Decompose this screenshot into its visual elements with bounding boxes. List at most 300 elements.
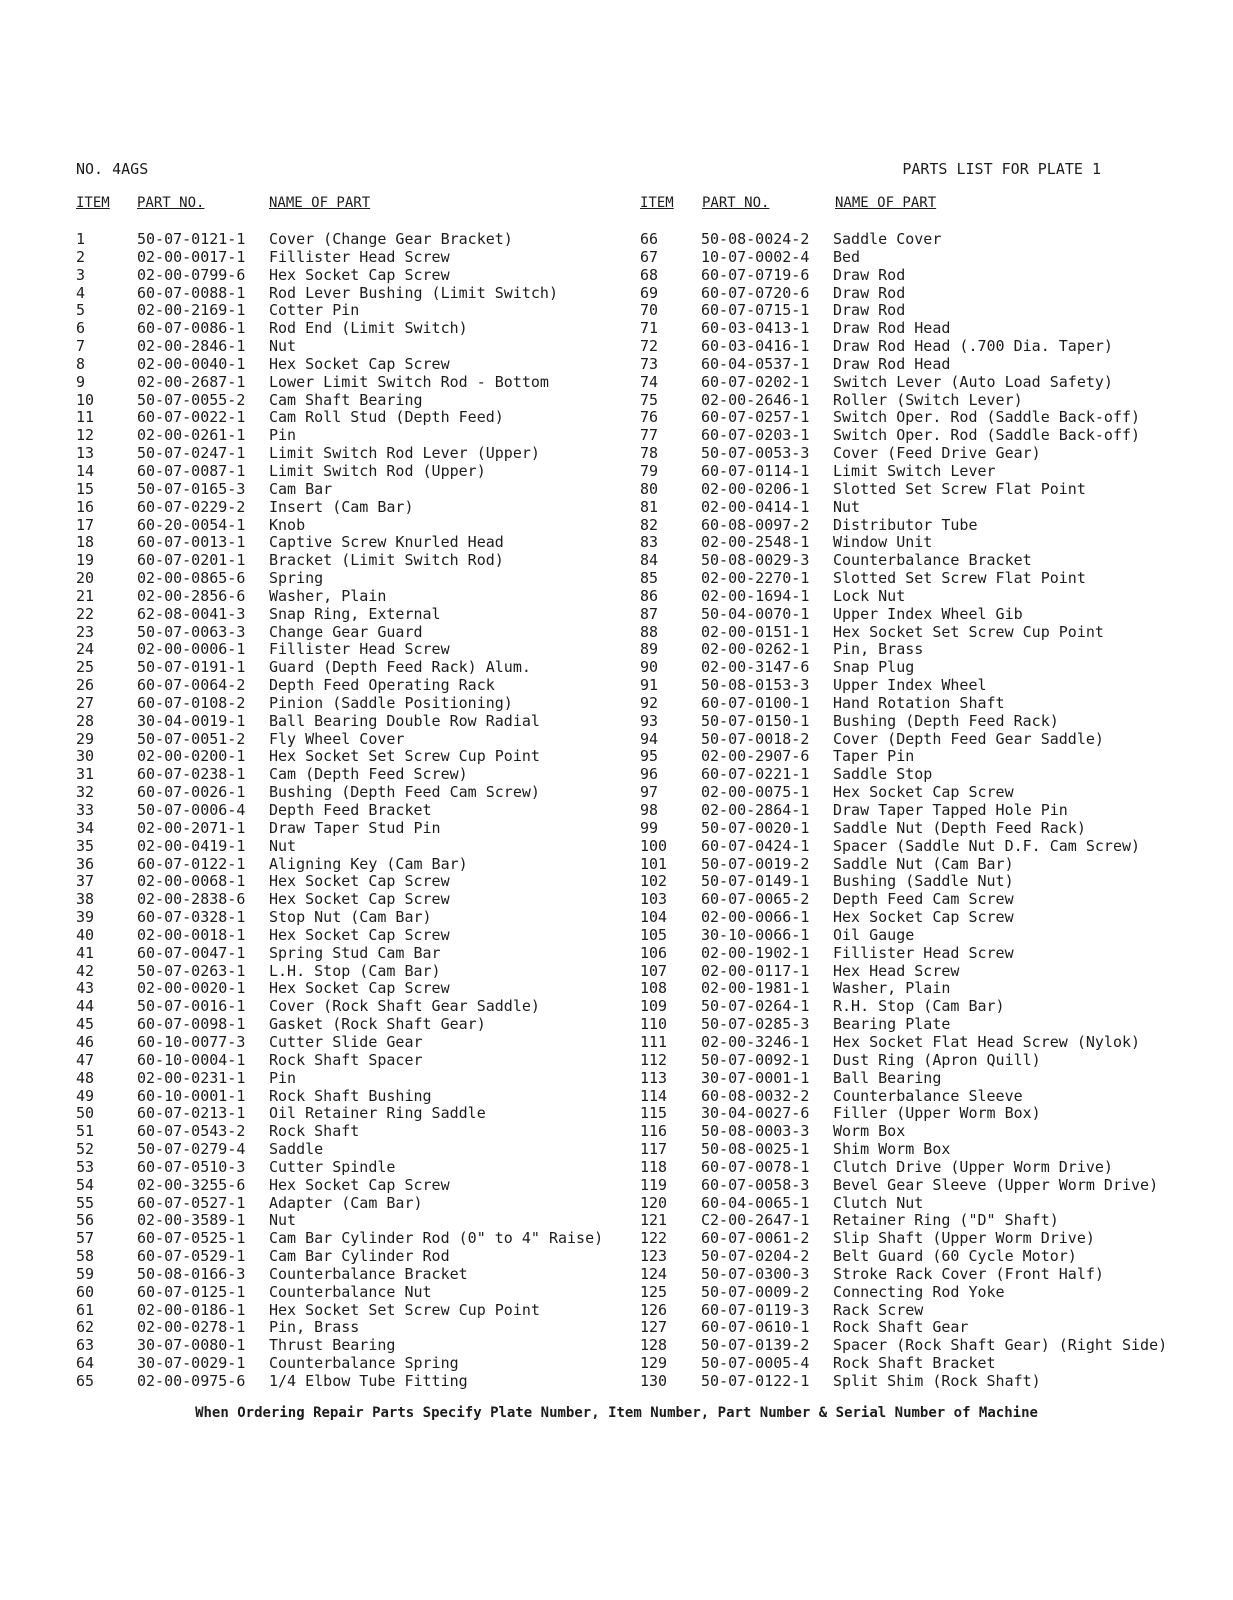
part-number: 02-00-0414-1 <box>701 497 810 516</box>
part-name: Fillister Head Screw <box>269 640 450 659</box>
item-number: 92 <box>640 693 659 712</box>
item-number: 22 <box>76 604 95 623</box>
item-number: 121 <box>640 1211 668 1230</box>
part-name: Hex Socket Cap Screw <box>833 908 1014 927</box>
part-number: 60-07-0098-1 <box>137 1015 246 1034</box>
part-number: 02-00-0975-6 <box>137 1372 246 1390</box>
right-part-heading: PART NO. <box>702 195 770 211</box>
part-number: 02-00-2838-6 <box>137 890 246 909</box>
part-number: 50-07-0018-2 <box>701 729 810 748</box>
part-name: Saddle Nut (Cam Bar) <box>833 854 1014 873</box>
item-number: 3 <box>76 265 86 284</box>
part-number: 50-08-0153-3 <box>701 676 810 695</box>
item-number: 118 <box>640 1157 668 1176</box>
part-number: 60-10-0004-1 <box>137 1050 246 1069</box>
part-name: Washer, Plain <box>269 586 387 605</box>
part-number: 02-00-0419-1 <box>137 836 246 855</box>
item-number: 24 <box>76 640 95 659</box>
item-number: 29 <box>76 729 95 748</box>
item-number: 73 <box>640 354 659 373</box>
item-number: 85 <box>640 569 659 588</box>
item-number: 112 <box>640 1050 668 1069</box>
part-name: Saddle Stop <box>833 765 933 784</box>
item-number: 128 <box>640 1336 668 1355</box>
item-number: 120 <box>640 1193 668 1212</box>
part-number: 02-00-0020-1 <box>137 979 246 998</box>
part-number: 60-20-0054-1 <box>137 515 246 534</box>
item-number: 76 <box>640 408 659 427</box>
part-number: 60-07-0213-1 <box>137 1104 246 1123</box>
part-name: Washer, Plain <box>833 979 951 998</box>
item-number: 45 <box>76 1015 95 1034</box>
item-number: 44 <box>76 997 95 1016</box>
part-number: 60-07-0100-1 <box>701 693 810 712</box>
part-name: Knob <box>269 515 306 534</box>
part-number: 60-07-0202-1 <box>701 372 810 391</box>
item-number: 57 <box>76 1229 95 1248</box>
part-name: Cover (Change Gear Bracket) <box>269 230 513 248</box>
item-number: 16 <box>76 497 95 516</box>
part-number: 02-00-0231-1 <box>137 1068 246 1087</box>
part-number: 60-07-0064-2 <box>137 676 246 695</box>
part-name: Rock Shaft <box>269 1122 360 1141</box>
part-name: Cam Bar <box>269 479 333 498</box>
part-number: 10-07-0002-4 <box>701 247 810 266</box>
part-number: 50-07-0204-2 <box>701 1247 810 1266</box>
part-number: 60-07-0078-1 <box>701 1157 810 1176</box>
part-number: 02-00-2169-1 <box>137 301 246 320</box>
item-number: 103 <box>640 890 668 909</box>
part-number: 62-08-0041-3 <box>137 604 246 623</box>
part-name: Cover (Feed Drive Gear) <box>833 444 1041 463</box>
part-name: Nut <box>269 337 297 356</box>
item-number: 30 <box>76 747 95 766</box>
part-number: 02-00-3147-6 <box>701 658 810 677</box>
part-number: 60-07-0114-1 <box>701 461 810 480</box>
part-number: 50-07-0149-1 <box>701 872 810 891</box>
part-name: Bed <box>833 247 861 266</box>
part-number: 02-00-0799-6 <box>137 265 246 284</box>
part-number: 50-07-0055-2 <box>137 390 246 409</box>
item-number: 124 <box>640 1264 668 1283</box>
item-number: 117 <box>640 1140 668 1159</box>
item-number: 46 <box>76 1032 95 1051</box>
item-number: 119 <box>640 1175 668 1194</box>
part-name: Counterbalance Spring <box>269 1354 459 1373</box>
part-number: 50-08-0024-2 <box>701 230 810 248</box>
part-number: 60-07-0119-3 <box>701 1300 810 1319</box>
part-name: Spacer (Rock Shaft Gear) (Right Side) <box>833 1336 1168 1355</box>
part-name: Clutch Nut <box>833 1193 924 1212</box>
part-name: Lower Limit Switch Rod - Bottom <box>269 372 549 391</box>
part-name: Saddle Cover <box>833 230 942 248</box>
item-number: 8 <box>76 354 86 373</box>
part-name: Hex Socket Cap Screw <box>269 1175 450 1194</box>
part-number: 30-04-0019-1 <box>137 711 246 730</box>
part-number: 60-07-0221-1 <box>701 765 810 784</box>
part-name: Bracket (Limit Switch Rod) <box>269 551 504 570</box>
part-number: 60-07-0510-3 <box>137 1157 246 1176</box>
part-name: Cutter Spindle <box>269 1157 396 1176</box>
part-name: Bushing (Saddle Nut) <box>833 872 1014 891</box>
part-name: Distributor Tube <box>833 515 978 534</box>
item-number: 122 <box>640 1229 668 1248</box>
part-number: 02-00-0206-1 <box>701 479 810 498</box>
part-number: 02-00-0186-1 <box>137 1300 246 1319</box>
part-number: 30-07-0001-1 <box>701 1068 810 1087</box>
item-number: 77 <box>640 426 659 445</box>
part-name: Guard (Depth Feed Rack) Alum. <box>269 658 531 677</box>
item-number: 42 <box>76 961 95 980</box>
part-name: Pinion (Saddle Positioning) <box>269 693 513 712</box>
part-name: Filler (Upper Worm Box) <box>833 1104 1041 1123</box>
part-number: 50-07-0279-4 <box>137 1140 246 1159</box>
part-name: Change Gear Guard <box>269 622 423 641</box>
part-number: 60-07-0328-1 <box>137 908 246 927</box>
part-name: Hex Socket Flat Head Screw (Nylok) <box>833 1032 1141 1051</box>
part-name: R.H. Stop (Cam Bar) <box>833 997 1005 1016</box>
part-name: Captive Screw Knurled Head <box>269 533 504 552</box>
part-number: 60-07-0257-1 <box>701 408 810 427</box>
item-number: 56 <box>76 1211 95 1230</box>
part-number: 60-07-0047-1 <box>137 943 246 962</box>
item-number: 67 <box>640 247 659 266</box>
item-number: 113 <box>640 1068 668 1087</box>
part-name: Lock Nut <box>833 586 906 605</box>
part-number: 02-00-2856-6 <box>137 586 246 605</box>
part-name: Draw Rod <box>833 265 906 284</box>
part-name: Roller (Switch Lever) <box>833 390 1023 409</box>
part-number: 60-07-0424-1 <box>701 836 810 855</box>
part-name: Hex Socket Cap Screw <box>269 890 450 909</box>
part-number: 50-07-0285-3 <box>701 1015 810 1034</box>
part-number: 02-00-2646-1 <box>701 390 810 409</box>
item-number: 82 <box>640 515 659 534</box>
item-number: 47 <box>76 1050 95 1069</box>
item-number: 23 <box>76 622 95 641</box>
part-number: 02-00-0151-1 <box>701 622 810 641</box>
part-name: Cover (Depth Feed Gear Saddle) <box>833 729 1104 748</box>
part-name: Rack Screw <box>833 1300 924 1319</box>
part-number: 60-03-0413-1 <box>701 319 810 338</box>
part-name: Pin, Brass <box>833 640 924 659</box>
part-name: Hex Socket Cap Screw <box>269 979 450 998</box>
part-number: 02-00-0075-1 <box>701 783 810 802</box>
item-number: 130 <box>640 1372 668 1390</box>
part-name: Rock Shaft Gear <box>833 1318 969 1337</box>
part-name: Cam Shaft Bearing <box>269 390 423 409</box>
part-number: 02-00-0117-1 <box>701 961 810 980</box>
item-number: 87 <box>640 604 659 623</box>
part-number: 50-07-0063-3 <box>137 622 246 641</box>
part-name: Rock Shaft Bushing <box>269 1086 432 1105</box>
part-name: Limit Switch Lever <box>833 461 996 480</box>
part-name: Upper Index Wheel Gib <box>833 604 1023 623</box>
part-name: Snap Ring, External <box>269 604 441 623</box>
part-number: 60-07-0086-1 <box>137 319 246 338</box>
part-name: Rod End (Limit Switch) <box>269 319 468 338</box>
part-name: Switch Oper. Rod (Saddle Back-off) <box>833 426 1141 445</box>
part-name: Pin, Brass <box>269 1318 360 1337</box>
part-number: 50-07-0016-1 <box>137 997 246 1016</box>
item-number: 28 <box>76 711 95 730</box>
part-number: 02-00-1981-1 <box>701 979 810 998</box>
item-number: 90 <box>640 658 659 677</box>
part-number: 02-00-0200-1 <box>137 747 246 766</box>
item-number: 83 <box>640 533 659 552</box>
part-name: Ball Bearing Double Row Radial <box>269 711 540 730</box>
part-number: 02-00-3255-6 <box>137 1175 246 1194</box>
item-number: 38 <box>76 890 95 909</box>
part-number: 60-04-0065-1 <box>701 1193 810 1212</box>
part-name: Connecting Rod Yoke <box>833 1282 1005 1301</box>
item-number: 43 <box>76 979 95 998</box>
item-number: 63 <box>76 1336 95 1355</box>
part-number: 50-07-0264-1 <box>701 997 810 1016</box>
part-name: Shim Worm Box <box>833 1140 951 1159</box>
part-name: Depth Feed Bracket <box>269 801 432 819</box>
part-number: 60-07-0525-1 <box>137 1229 246 1248</box>
part-number: 50-08-0166-3 <box>137 1264 246 1283</box>
item-number: 48 <box>76 1068 95 1087</box>
part-number: 60-07-0229-2 <box>137 497 246 516</box>
part-name: Dust Ring (Apron Quill) <box>833 1050 1041 1069</box>
part-number: 02-00-3589-1 <box>137 1211 246 1230</box>
item-number: 17 <box>76 515 95 534</box>
part-name: Bearing Plate <box>833 1015 951 1034</box>
part-number: 02-00-3246-1 <box>701 1032 810 1051</box>
part-name: Hex Socket Cap Screw <box>269 925 450 944</box>
part-name: Fillister Head Screw <box>269 247 450 266</box>
part-name: Fillister Head Screw <box>833 943 1014 962</box>
part-number: 60-07-0108-2 <box>137 693 246 712</box>
part-name: Bushing (Depth Feed Cam Screw) <box>269 783 540 802</box>
part-name: Limit Switch Rod Lever (Upper) <box>269 444 540 463</box>
part-number: 02-00-2071-1 <box>137 818 246 837</box>
part-name: Hex Socket Cap Screw <box>269 354 450 373</box>
item-number: 54 <box>76 1175 95 1194</box>
item-number: 51 <box>76 1122 95 1141</box>
item-number: 89 <box>640 640 659 659</box>
item-number: 75 <box>640 390 659 409</box>
part-number: 60-07-0087-1 <box>137 461 246 480</box>
part-name: Saddle <box>269 1140 324 1159</box>
item-number: 123 <box>640 1247 668 1266</box>
part-name: Draw Rod <box>833 283 906 302</box>
part-name: Draw Rod Head <box>833 354 951 373</box>
item-number: 15 <box>76 479 95 498</box>
part-name: Bevel Gear Sleeve (Upper Worm Drive) <box>833 1175 1159 1194</box>
part-name: Cover (Rock Shaft Gear Saddle) <box>269 997 540 1016</box>
part-number: 02-00-0865-6 <box>137 569 246 588</box>
part-name: Belt Guard (60 Cycle Motor) <box>833 1247 1077 1266</box>
part-name: Adapter (Cam Bar) <box>269 1193 423 1212</box>
part-number: 50-08-0003-3 <box>701 1122 810 1141</box>
item-number: 32 <box>76 783 95 802</box>
part-number: 50-07-0006-4 <box>137 801 246 819</box>
item-number: 9 <box>76 372 86 391</box>
part-number: 50-07-0051-2 <box>137 729 246 748</box>
part-name: Nut <box>833 497 861 516</box>
item-number: 39 <box>76 908 95 927</box>
item-number: 99 <box>640 818 659 837</box>
part-name: Taper Pin <box>833 747 915 766</box>
part-number: 50-07-0247-1 <box>137 444 246 463</box>
item-number: 18 <box>76 533 95 552</box>
part-number: 02-00-0006-1 <box>137 640 246 659</box>
part-number: 60-07-0013-1 <box>137 533 246 552</box>
part-number: 60-07-0065-2 <box>701 890 810 909</box>
part-number: 60-07-0527-1 <box>137 1193 246 1212</box>
part-name: Counterbalance Bracket <box>833 551 1032 570</box>
item-number: 114 <box>640 1086 668 1105</box>
part-number: 60-04-0537-1 <box>701 354 810 373</box>
item-number: 126 <box>640 1300 668 1319</box>
part-name: Worm Box <box>833 1122 906 1141</box>
item-number: 110 <box>640 1015 668 1034</box>
part-name: Retainer Ring ("D" Shaft) <box>833 1211 1059 1230</box>
part-name: Rock Shaft Spacer <box>269 1050 423 1069</box>
part-number: 60-07-0529-1 <box>137 1247 246 1266</box>
item-number: 109 <box>640 997 668 1016</box>
part-name: Hex Socket Set Screw Cup Point <box>833 622 1104 641</box>
item-number: 66 <box>640 230 659 248</box>
part-number: 60-07-0719-6 <box>701 265 810 284</box>
item-number: 105 <box>640 925 668 944</box>
part-number: 60-08-0032-2 <box>701 1086 810 1105</box>
part-number: 50-07-0300-3 <box>701 1264 810 1283</box>
part-number: 60-07-0201-1 <box>137 551 246 570</box>
item-number: 100 <box>640 836 668 855</box>
part-name: Gasket (Rock Shaft Gear) <box>269 1015 486 1034</box>
part-name: Draw Taper Stud Pin <box>269 818 441 837</box>
part-name: Hex Head Screw <box>833 961 960 980</box>
item-number: 72 <box>640 337 659 356</box>
part-number: 02-00-0040-1 <box>137 354 246 373</box>
part-name: Stroke Rack Cover (Front Half) <box>833 1264 1104 1283</box>
part-name: Rock Shaft Bracket <box>833 1354 996 1373</box>
item-number: 88 <box>640 622 659 641</box>
item-number: 84 <box>640 551 659 570</box>
part-number: 50-07-0150-1 <box>701 711 810 730</box>
part-number: 02-00-2270-1 <box>701 569 810 588</box>
part-number: 02-00-2846-1 <box>137 337 246 356</box>
part-number: 60-07-0543-2 <box>137 1122 246 1141</box>
item-number: 12 <box>76 426 95 445</box>
part-number: 50-07-0165-3 <box>137 479 246 498</box>
part-name: Cotter Pin <box>269 301 360 320</box>
part-name: Slotted Set Screw Flat Point <box>833 479 1086 498</box>
left-item-heading: ITEM <box>76 195 110 211</box>
item-number: 106 <box>640 943 668 962</box>
part-name: Draw Taper Tapped Hole Pin <box>833 801 1068 819</box>
item-number: 59 <box>76 1264 95 1283</box>
item-number: 41 <box>76 943 95 962</box>
part-number: 60-08-0097-2 <box>701 515 810 534</box>
part-name: Switch Lever (Auto Load Safety) <box>833 372 1113 391</box>
part-number: 50-07-0092-1 <box>701 1050 810 1069</box>
item-number: 94 <box>640 729 659 748</box>
part-name: Pin <box>269 426 297 445</box>
part-number: 30-07-0080-1 <box>137 1336 246 1355</box>
item-number: 125 <box>640 1282 668 1301</box>
item-number: 33 <box>76 801 95 819</box>
header-plate-title: PARTS LIST FOR PLATE 1 <box>902 160 1101 178</box>
part-number: 02-00-1902-1 <box>701 943 810 962</box>
part-number: 50-08-0029-3 <box>701 551 810 570</box>
part-name: Counterbalance Bracket <box>269 1264 468 1283</box>
part-number: 02-00-0017-1 <box>137 247 246 266</box>
item-number: 102 <box>640 872 668 891</box>
item-number: 11 <box>76 408 95 427</box>
item-number: 93 <box>640 711 659 730</box>
part-name: Clutch Drive (Upper Worm Drive) <box>833 1157 1113 1176</box>
part-name: Nut <box>269 836 297 855</box>
item-number: 97 <box>640 783 659 802</box>
item-number: 78 <box>640 444 659 463</box>
part-name: Rod Lever Bushing (Limit Switch) <box>269 283 558 302</box>
item-number: 71 <box>640 319 659 338</box>
part-number: 02-00-0261-1 <box>137 426 246 445</box>
item-number: 116 <box>640 1122 668 1141</box>
item-number: 86 <box>640 586 659 605</box>
part-name: Depth Feed Operating Rack <box>269 676 495 695</box>
item-number: 1 <box>76 230 86 248</box>
part-number: 50-07-0019-2 <box>701 854 810 873</box>
part-number: 30-07-0029-1 <box>137 1354 246 1373</box>
part-name: Oil Gauge <box>833 925 915 944</box>
item-number: 61 <box>76 1300 95 1319</box>
part-name: Slotted Set Screw Flat Point <box>833 569 1086 588</box>
item-number: 6 <box>76 319 86 338</box>
item-number: 37 <box>76 872 95 891</box>
part-name: Cam (Depth Feed Screw) <box>269 765 468 784</box>
part-name: Hex Socket Set Screw Cup Point <box>269 747 540 766</box>
item-number: 101 <box>640 854 668 873</box>
header-model-number: NO. 4AGS <box>76 160 149 178</box>
item-number: 20 <box>76 569 95 588</box>
part-number: 60-07-0715-1 <box>701 301 810 320</box>
part-number: 60-07-0026-1 <box>137 783 246 802</box>
part-number: 02-00-0018-1 <box>137 925 246 944</box>
part-name: Cam Roll Stud (Depth Feed) <box>269 408 504 427</box>
item-number: 80 <box>640 479 659 498</box>
item-number: 98 <box>640 801 659 819</box>
item-number: 5 <box>76 301 86 320</box>
item-number: 79 <box>640 461 659 480</box>
item-number: 64 <box>76 1354 95 1373</box>
part-name: Limit Switch Rod (Upper) <box>269 461 486 480</box>
part-name: Window Unit <box>833 533 933 552</box>
part-name: Cam Bar Cylinder Rod <box>269 1247 450 1266</box>
part-number: 60-07-0720-6 <box>701 283 810 302</box>
part-name: Hand Rotation Shaft <box>833 693 1005 712</box>
item-number: 31 <box>76 765 95 784</box>
part-name: Switch Oper. Rod (Saddle Back-off) <box>833 408 1141 427</box>
part-number: 60-07-0125-1 <box>137 1282 246 1301</box>
item-number: 65 <box>76 1372 95 1390</box>
item-number: 4 <box>76 283 86 302</box>
part-name: Upper Index Wheel <box>833 676 987 695</box>
item-number: 70 <box>640 301 659 320</box>
part-number: 02-00-0068-1 <box>137 872 246 891</box>
part-number: 50-07-0263-1 <box>137 961 246 980</box>
left-part-heading: PART NO. <box>137 195 205 211</box>
part-number: 50-07-0005-4 <box>701 1354 810 1373</box>
part-number: 60-07-0610-1 <box>701 1318 810 1337</box>
part-name: Slip Shaft (Upper Worm Drive) <box>833 1229 1095 1248</box>
part-number: 50-07-0009-2 <box>701 1282 810 1301</box>
